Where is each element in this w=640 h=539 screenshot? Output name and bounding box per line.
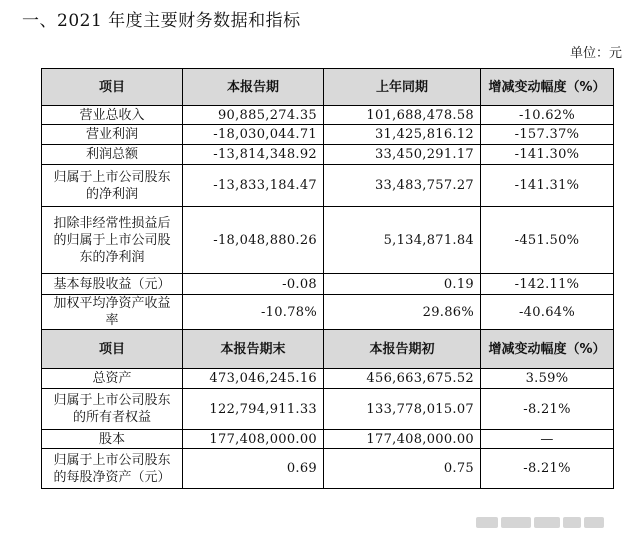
prior-value: 0.19	[324, 274, 481, 295]
header-prior-period: 上年同期	[324, 69, 481, 106]
current-value: -18,030,044.71	[183, 125, 324, 145]
current-value: -0.08	[183, 274, 324, 295]
financial-data-table	[41, 68, 614, 489]
table-row	[42, 449, 614, 489]
row-label: 营业利润	[42, 125, 183, 145]
change-value: -141.30%	[481, 145, 614, 165]
current-value: 0.69	[183, 449, 324, 489]
change-value: -10.62%	[481, 106, 614, 125]
prior-value: 101,688,478.58	[324, 106, 481, 125]
current-value: 177,408,000.00	[183, 430, 324, 449]
section-title: 一、2021 年度主要财务数据和指标	[22, 11, 301, 31]
prior-value: 33,450,291.17	[324, 145, 481, 165]
table1-header-row	[42, 69, 614, 106]
row-label: 归属于上市公司股东的净利润	[42, 165, 183, 207]
change-value: -8.21%	[481, 449, 614, 489]
table-row	[42, 207, 614, 274]
prior-value: 5,134,871.84	[324, 207, 481, 274]
row-label: 利润总额	[42, 145, 183, 165]
watermark	[476, 516, 606, 529]
prior-value: 177,408,000.00	[324, 430, 481, 449]
prior-value: 33,483,757.27	[324, 165, 481, 207]
row-label: 加权平均净资产收益率	[42, 295, 183, 330]
prior-value: 456,663,675.52	[324, 369, 481, 389]
header-period-start: 本报告期初	[324, 330, 481, 369]
table-row	[42, 295, 614, 330]
change-value: -142.11%	[481, 274, 614, 295]
current-value: -18,048,880.26	[183, 207, 324, 274]
table-row	[42, 165, 614, 207]
prior-value: 0.75	[324, 449, 481, 489]
current-value: 473,046,245.16	[183, 369, 324, 389]
table-row	[42, 389, 614, 430]
header-item: 项目	[42, 330, 183, 369]
prior-value: 31,425,816.12	[324, 125, 481, 145]
change-value: -40.64%	[481, 295, 614, 330]
row-label: 基本每股收益（元）	[42, 274, 183, 295]
prior-value: 29.86%	[324, 295, 481, 330]
table-row	[42, 430, 614, 449]
current-value: 90,885,274.35	[183, 106, 324, 125]
current-value: -13,833,184.47	[183, 165, 324, 207]
table-row	[42, 125, 614, 145]
current-value: 122,794,911.33	[183, 389, 324, 430]
row-label: 扣除非经常性损益后的归属于上市公司股东的净利润	[42, 207, 183, 274]
table-row	[42, 369, 614, 389]
table-row	[42, 145, 614, 165]
change-value: -141.31%	[481, 165, 614, 207]
table-row	[42, 274, 614, 295]
change-value: -8.21%	[481, 389, 614, 430]
header-current-period: 本报告期	[183, 69, 324, 106]
change-value: 3.59%	[481, 369, 614, 389]
row-label: 归属于上市公司股东的所有者权益	[42, 389, 183, 430]
current-value: -13,814,348.92	[183, 145, 324, 165]
header-change-pct: 增减变动幅度（%）	[481, 69, 614, 106]
change-value: -157.37%	[481, 125, 614, 145]
row-label: 归属于上市公司股东的每股净资产（元）	[42, 449, 183, 489]
unit-label: 单位：元	[569, 46, 622, 61]
table2-header-row	[42, 330, 614, 369]
header-period-end: 本报告期末	[183, 330, 324, 369]
header-item: 项目	[42, 69, 183, 106]
current-value: -10.78%	[183, 295, 324, 330]
change-value: —	[481, 430, 614, 449]
row-label: 营业总收入	[42, 106, 183, 125]
table-row	[42, 106, 614, 125]
row-label: 总资产	[42, 369, 183, 389]
row-label: 股本	[42, 430, 183, 449]
header-change-pct: 增减变动幅度（%）	[481, 330, 614, 369]
prior-value: 133,778,015.07	[324, 389, 481, 430]
change-value: -451.50%	[481, 207, 614, 274]
